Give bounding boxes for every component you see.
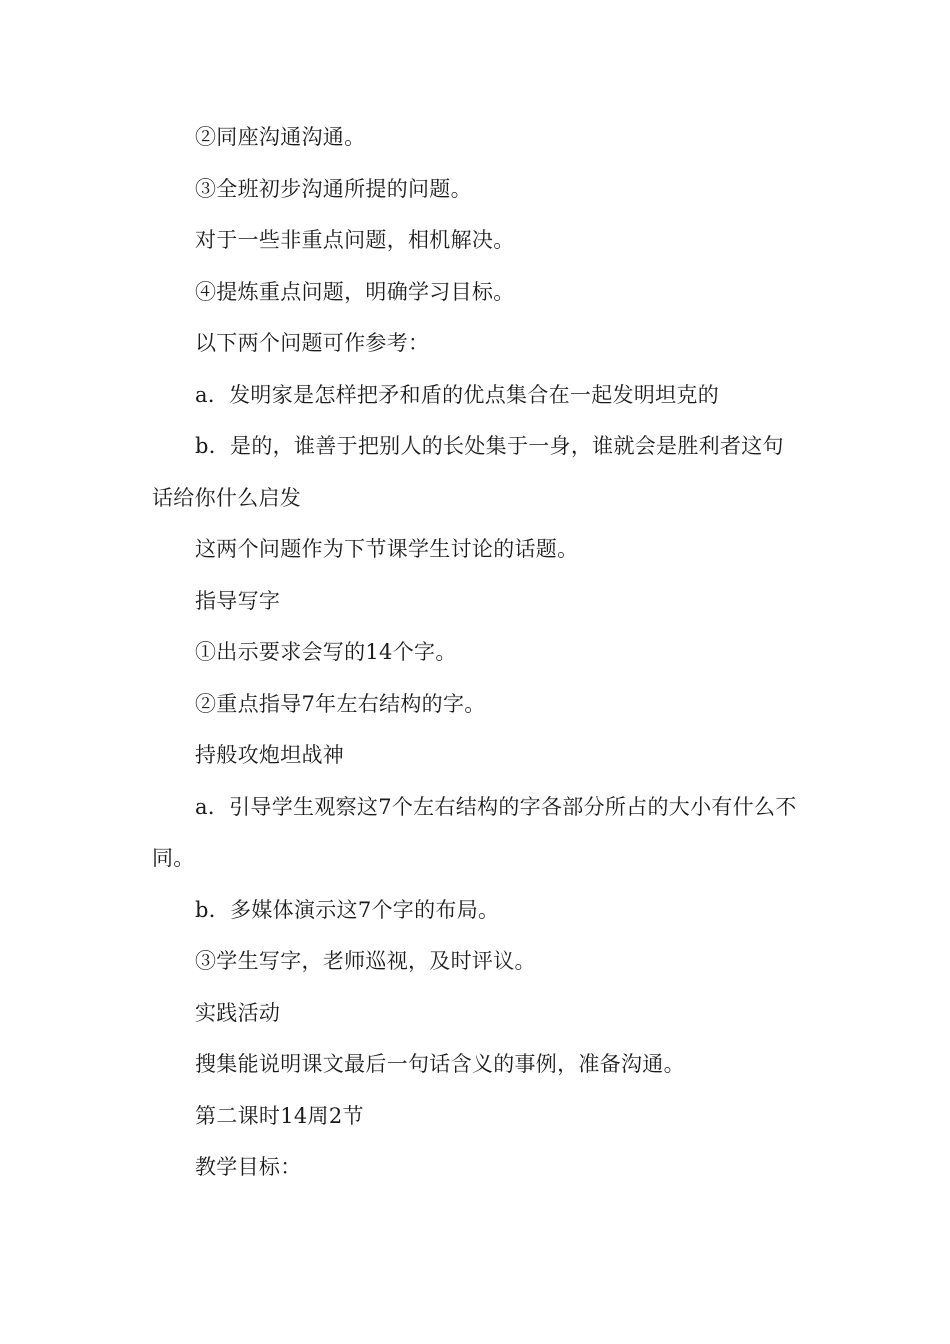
paragraph: 持般攻炮坦战神 [195,743,345,767]
paragraph: ①出示要求会写的14个字。 [195,640,457,664]
paragraph: a．引导学生观察这7个左右结构的字各部分所占的大小有什么不同。 [152,794,797,870]
paragraph: 第二课时14周2节 [195,1103,364,1128]
paragraph: ④提炼重点问题，明确学习目标。 [195,279,515,304]
paragraph: 这两个问题作为下节课学生讨论的话题。 [195,537,579,561]
section-heading: 实践活动 [195,1000,281,1025]
paragraph: 教学目标： [195,1155,302,1179]
paragraph: ③全班初步沟通所提的问题。 [195,176,472,201]
paragraph: a．发明家是怎样把矛和盾的优点集合在一起发明坦克的 [195,382,720,407]
paragraph: b．是的，谁善于把别人的长处集于一身，谁就会是胜利者这句话给你什么启发 [152,434,784,510]
paragraph: b．多媒体演示这7个字的布局。 [195,897,500,922]
paragraph: ②重点指导7年左右结构的字。 [195,691,486,716]
document-body [152,112,802,1194]
section-heading: 指导写字 [195,588,281,613]
paragraph: 搜集能说明课文最后一句话含义的事例，准备沟通。 [195,1052,685,1076]
paragraph: ②同座沟通沟通。 [195,125,366,149]
paragraph: 对于一些非重点问题，相机解决。 [195,228,515,252]
paragraph: 以下两个问题可作参考： [195,331,430,355]
paragraph: ③学生写字，老师巡视，及时评议。 [195,949,536,973]
